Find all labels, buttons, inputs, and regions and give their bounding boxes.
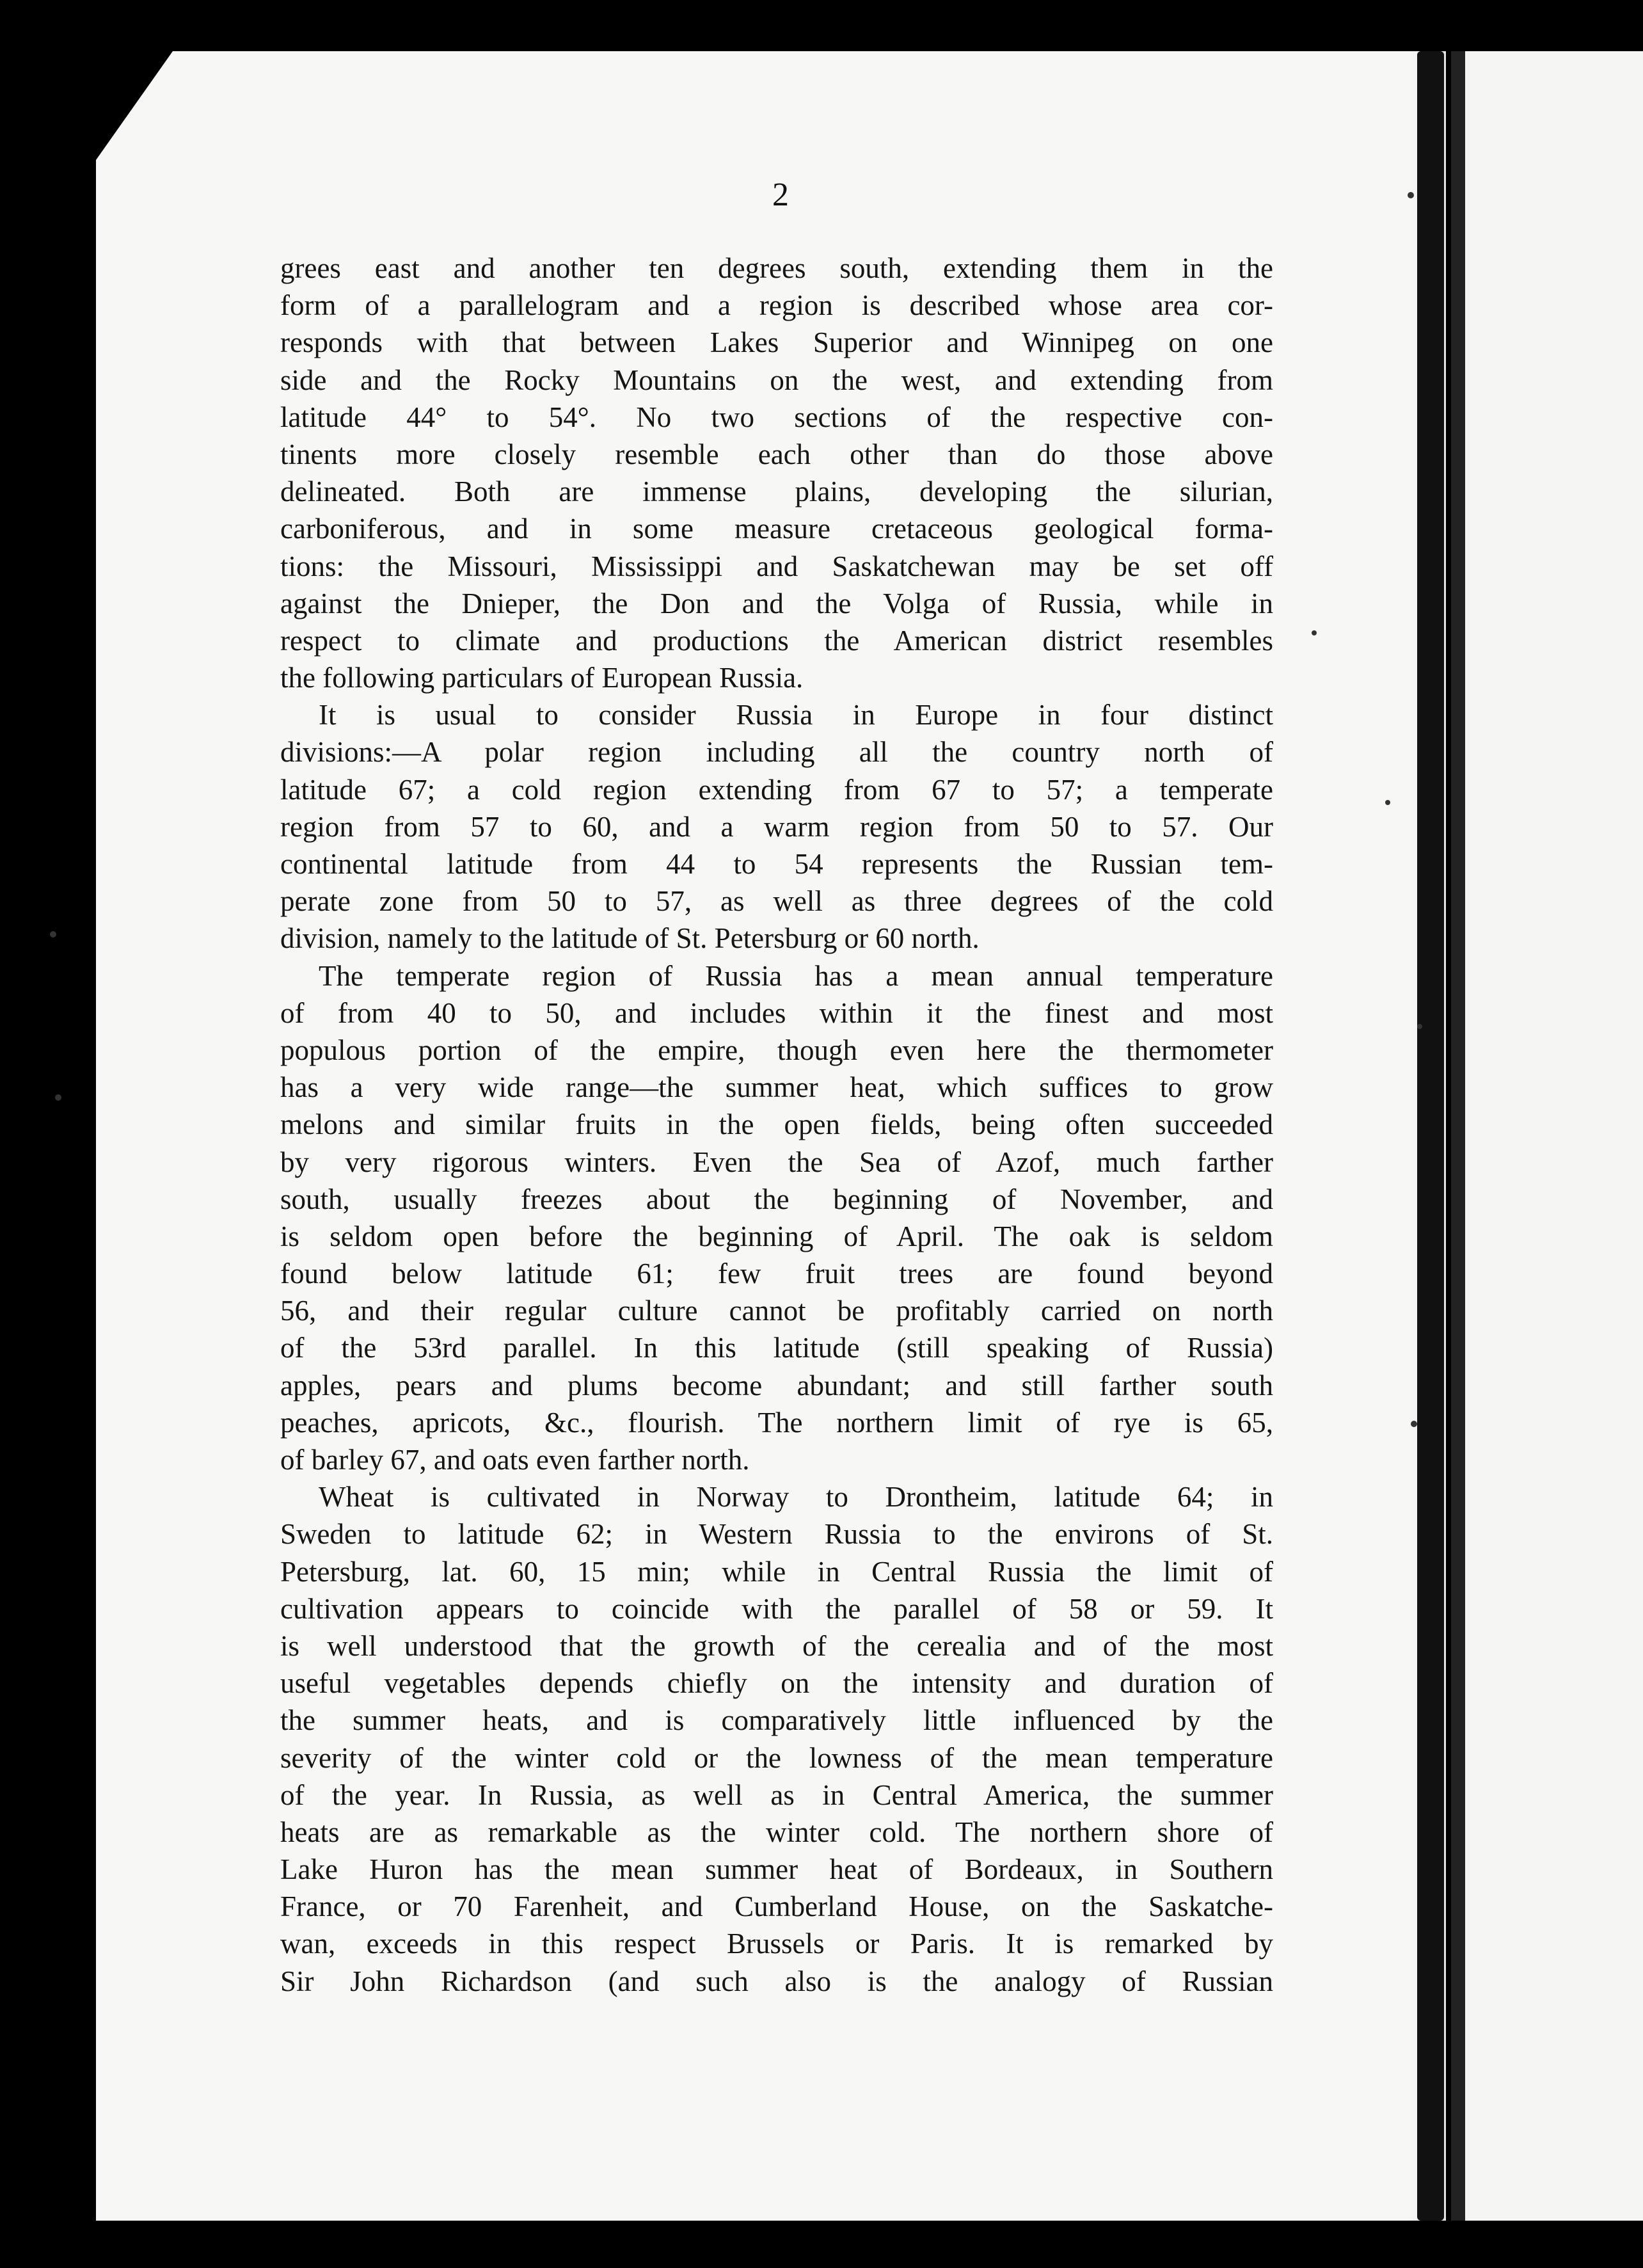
text-line: grees east and another ten degrees south, extending them in the: [280, 252, 1273, 284]
text-line: continental latitude from 44 to 54 represents the Russian tem-: [280, 848, 1273, 880]
text-line: has a very wide range—the summer heat, which suffices to grow: [280, 1071, 1273, 1104]
paragraph: [280, 250, 1273, 696]
text-line: Petersburg, lat. 60, 15 min; while in Central Russia the limit of: [280, 1555, 1273, 1588]
text-line: cultivation appears to coincide with the parallel of 58 or 59. It: [280, 1592, 1273, 1625]
scan-speck: [1411, 1421, 1417, 1427]
text-line: is seldom open before the beginning of April. The oak is seldom: [280, 1220, 1273, 1252]
scan-speck: [1312, 630, 1317, 635]
text-line: region from 57 to 60, and a warm region from 50 to 57. Our: [280, 810, 1273, 843]
scan-speck: [1408, 192, 1414, 198]
text-line: the following particulars of European Russia.: [280, 662, 804, 694]
text-line: apples, pears and plums become abundant; and still farther south: [280, 1369, 1273, 1402]
scan-speck: [1385, 800, 1390, 805]
text-line: found below latitude 61; few fruit trees are found beyond: [280, 1258, 1273, 1290]
facing-page-edge: [1451, 51, 1465, 2221]
page-number: 2: [772, 177, 789, 213]
text-line: responds with that between Lakes Superior and Winnipeg on one: [280, 326, 1273, 359]
text-line: carboniferous, and in some measure cretaceous geological forma-: [280, 513, 1273, 545]
text-line: tions: the Missouri, Mississippi and Saskatchewan may be set off: [280, 550, 1273, 582]
text-line: division, namely to the latitude of St. Petersburg or 60 north.: [280, 922, 980, 955]
text-line: France, or 70 Farenheit, and Cumberland House, on the Saskatche-: [280, 1890, 1273, 1923]
paragraph: [280, 1478, 1273, 2000]
text-line: latitude 67; a cold region extending from 67 to 57; a temperate: [280, 773, 1273, 806]
text-line: useful vegetables depends chiefly on the intensity and duration of: [280, 1667, 1273, 1700]
text-line: by very rigorous winters. Even the Sea of Azof, much farther: [280, 1146, 1273, 1178]
scan-speck: [55, 1094, 61, 1101]
text-line: divisions:—A polar region including all the country north of: [280, 736, 1273, 769]
text-line: form of a parallelogram and a region is described whose area cor-: [280, 289, 1273, 322]
text-line: of the year. In Russia, as well as in Central America, the summer: [280, 1778, 1273, 1811]
text-line: respect to climate and productions the American district resembles: [280, 624, 1273, 657]
text-line: perate zone from 50 to 57, as well as three degrees of the cold: [280, 885, 1273, 918]
text-line: It is usual to consider Russia in Europe in four distinct: [319, 699, 1273, 731]
scan-speck: [1417, 1024, 1422, 1029]
text-line: Sir John Richardson (and such also is the analogy of Russian: [280, 1965, 1273, 1997]
body-text: [280, 250, 1273, 2000]
text-line: Wheat is cultivated in Norway to Drontheim, latitude 64; in: [319, 1481, 1273, 1513]
scan-speck: [50, 931, 56, 938]
text-line: severity of the winter cold or the lowness of the mean temperature: [280, 1741, 1273, 1774]
text-line: 56, and their regular culture cannot be profitably carried on north: [280, 1295, 1273, 1327]
book-spine: [1417, 51, 1444, 2221]
text-line: against the Dnieper, the Don and the Volga of Russia, while in: [280, 587, 1273, 619]
text-line: The temperate region of Russia has a mean annual temperature: [319, 959, 1273, 992]
text-line: Lake Huron has the mean summer heat of Bordeaux, in Southern: [280, 1853, 1273, 1886]
text-line: south, usually freezes about the beginning of November, and: [280, 1183, 1273, 1215]
text-line: melons and similar fruits in the open fields, being often succeeded: [280, 1108, 1273, 1141]
text-line: of from 40 to 50, and includes within it the finest and most: [280, 996, 1273, 1029]
text-line: delineated. Both are immense plains, developing the silurian,: [280, 475, 1273, 508]
text-line: is well understood that the growth of the cerealia and of the most: [280, 1629, 1273, 1662]
facing-page: [1465, 51, 1643, 2221]
text-line: peaches, apricots, &c., flourish. The northern limit of rye is 65,: [280, 1406, 1273, 1439]
text-line: tinents more closely resemble each other than do those above: [280, 438, 1273, 470]
text-line: latitude 44° to 54°. No two sections of the respective con-: [280, 401, 1273, 433]
text-line: of the 53rd parallel. In this latitude (still speaking of Russia): [280, 1332, 1273, 1364]
paragraph: [280, 696, 1273, 957]
text-line: populous portion of the empire, though even here the thermometer: [280, 1034, 1273, 1066]
text-line: side and the Rocky Mountains on the west, and extending from: [280, 363, 1273, 396]
text-line: wan, exceeds in this respect Brussels or Paris. It is remarked by: [280, 1928, 1273, 1960]
text-line: heats are as remarkable as the winter cold. The northern shore of: [280, 1816, 1273, 1848]
text-line: Sweden to latitude 62; in Western Russia to the environs of St.: [280, 1518, 1273, 1551]
paragraph: [280, 957, 1273, 1479]
text-line: the summer heats, and is comparatively little influenced by the: [280, 1704, 1273, 1737]
text-line: of barley 67, and oats even farther north.: [280, 1444, 750, 1476]
